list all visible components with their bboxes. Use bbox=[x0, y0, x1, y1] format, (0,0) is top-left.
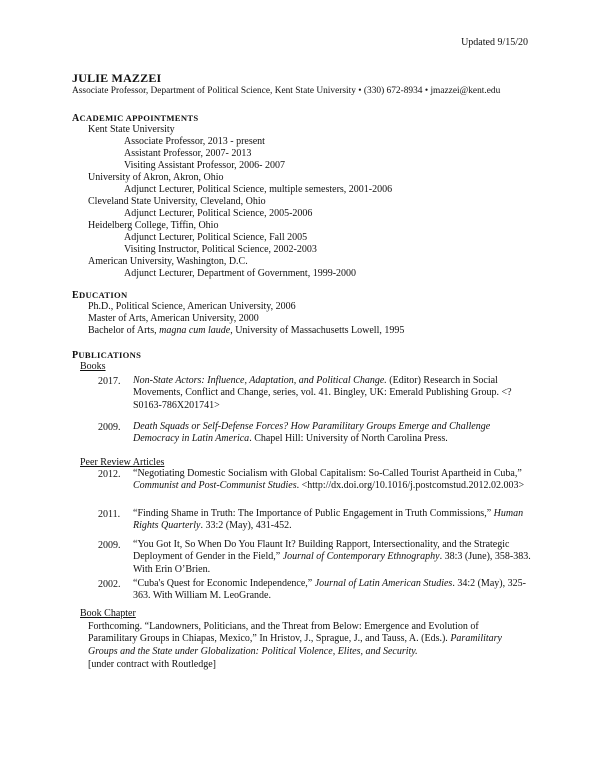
article-entry: “Finding Shame in Truth: The Importance of Public Engagement in Truth Commissions,” Human Rights Quarterly. 33:2 (May), 431-452. bbox=[133, 508, 524, 532]
book-entry: Death Squads or Self-Defense Forces? How Paramilitary Groups Emerge and Challenge Democracy in Latin America. Chapel Hill: University of North Carolina Press. bbox=[133, 421, 491, 445]
book-entry: Non-State Actors: Influence, Adaptation, and Political Change. (Editor) Research in Social Movements, Conflict and Change, series, vol. 41. Bingley, UK: Emerald Publishing Group. <?S0163-786X201741> bbox=[133, 375, 512, 411]
institution: Heidelberg College, Tiffin, Ohio bbox=[88, 220, 219, 231]
pub-year: 2011. bbox=[98, 509, 121, 520]
chapter-entry: Forthcoming. “Landowners, Politicians, and the Threat from Below: Emergence and Evolution of Paramilitary Groups in Chiapas, Mexico,” In Hristov, J., Sprague, J., and Tauss, A. (Eds.). Paramilitary Groups and the State under Globalization: Political Violence, Elites, and Security. bbox=[88, 621, 502, 657]
position: Visiting Instructor, Political Science, 2002-2003 bbox=[124, 244, 317, 255]
institution: Kent State University bbox=[88, 124, 175, 135]
pub-year: 2009. bbox=[98, 540, 121, 551]
subheading-articles: Peer Review Articles bbox=[80, 457, 165, 468]
subheading-book-chapter: Book Chapter bbox=[80, 608, 136, 619]
subheading-books: Books bbox=[80, 361, 106, 372]
degree: Master of Arts, American University, 2000 bbox=[88, 313, 259, 324]
institution: American University, Washington, D.C. bbox=[88, 256, 248, 267]
pub-year: 2012. bbox=[98, 469, 121, 480]
chapter-note: [under contract with Routledge] bbox=[88, 659, 217, 670]
position: Associate Professor, 2013 - present bbox=[124, 136, 265, 147]
author-name: JULIE MAZZEI bbox=[72, 71, 162, 85]
article-entry: “Negotiating Domestic Socialism with Global Capitalism: So-Called Tourist Apartheid in Cuba,” Communist and Post-Communist Studies. <http://dx.doi.org/10.1016/j.postcomstud.2012.02.003> bbox=[133, 468, 525, 492]
position: Adjunct Lecturer, Department of Government, 1999-2000 bbox=[124, 268, 357, 279]
section-heading-publications: PUBLICATIONS bbox=[72, 350, 142, 361]
institution: University of Akron, Akron, Ohio bbox=[88, 172, 224, 183]
updated-date: Updated 9/15/20 bbox=[461, 37, 528, 48]
pub-year: 2017. bbox=[98, 376, 121, 387]
degree: Ph.D., Political Science, American University, 2006 bbox=[88, 301, 296, 312]
pub-year: 2009. bbox=[98, 422, 121, 433]
section-heading-appointments: ACADEMIC APPOINTMENTS bbox=[72, 113, 199, 124]
article-entry: “Cuba's Quest for Economic Independence,” Journal of Latin American Studies. 34:2 (May), 325-363. With William M. LeoGrande. bbox=[133, 578, 526, 602]
position: Adjunct Lecturer, Political Science, 2005-2006 bbox=[124, 208, 313, 219]
contact-line: Associate Professor, Department of Political Science, Kent State University • (330) 672-8934 • jmazzei@kent.edu bbox=[72, 86, 501, 96]
degree: Bachelor of Arts, magna cum laude, University of Massachusetts Lowell, 1995 bbox=[88, 325, 405, 336]
article-entry: “You Got It, So When Do You Flaunt It? Building Rapport, Intersectionality, and the Strategic Deployment of Gender in the Field,” Journal of Contemporary Ethnography. 38:3 (June), 358-383. With Erin O’Brien. bbox=[133, 539, 531, 575]
position: Assistant Professor, 2007- 2013 bbox=[124, 148, 252, 159]
section-heading-education: EDUCATION bbox=[72, 290, 128, 301]
position: Adjunct Lecturer, Political Science, multiple semesters, 2001-2006 bbox=[124, 184, 393, 195]
position: Adjunct Lecturer, Political Science, Fall 2005 bbox=[124, 232, 308, 243]
position: Visiting Assistant Professor, 2006- 2007 bbox=[124, 160, 285, 171]
pub-year: 2002. bbox=[98, 579, 121, 590]
institution: Cleveland State University, Cleveland, Ohio bbox=[88, 196, 266, 207]
